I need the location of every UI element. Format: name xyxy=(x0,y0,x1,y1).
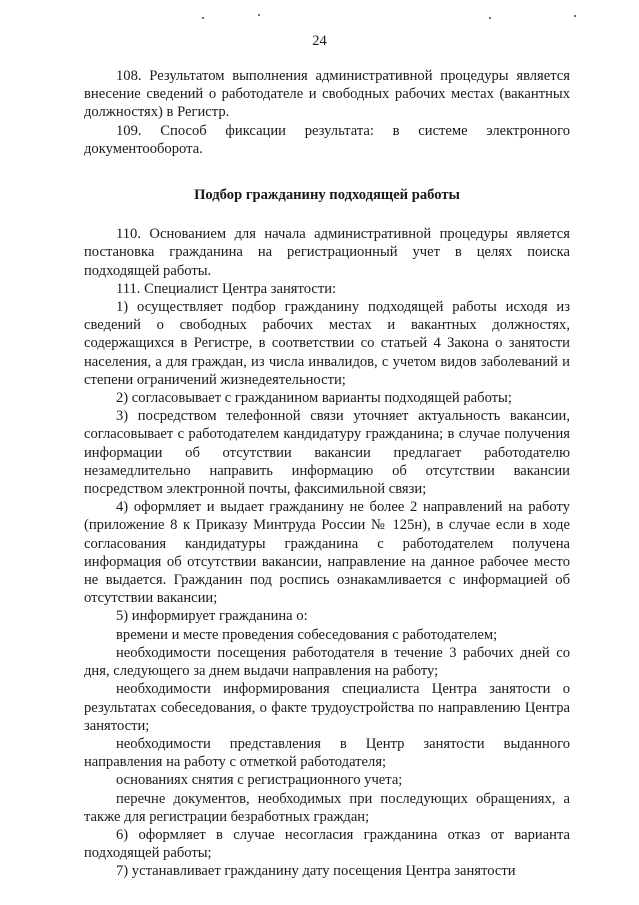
paragraph-109: 109. Способ фиксации результата: в системе электронного документооборота. xyxy=(84,122,570,157)
info-item-documents: перечне документов, необходимых при последующих обращениях, а также для регистрации безработных граждан; xyxy=(84,790,570,825)
list-item-3: 3) посредством телефонной связи уточняет актуальность вакансии, согласовывает с работодателем кандидатуру гражданина; в случае получения информации об отсутствии вакансии предлагает работодателю незамедлительно направить информацию об отсутствии вакансии посредством электронной почты, факсимильной связи; xyxy=(84,408,570,498)
paragraph-110: 110. Основанием для начала административной процедуры является постановка гражданина на регистрационный учет в целях поиска подходящей работы. xyxy=(84,226,570,279)
info-item-return-referral: необходимости представления в Центр занятости выданного направления на работу с отметкой работодателя; xyxy=(84,735,570,771)
scan-artifact xyxy=(258,14,260,16)
list-item-5: 5) информирует гражданина о: xyxy=(116,608,308,625)
info-item-deregistration: основаниях снятия с регистрационного учета; xyxy=(116,772,403,789)
section-heading: Подбор гражданину подходящей работы xyxy=(194,187,460,204)
page-number: 24 xyxy=(312,33,327,49)
scan-artifact xyxy=(489,17,491,19)
list-item-4: 4) оформляет и выдает гражданину не более 2 направлений на работу (приложение 8 к Приказу Минтруда России № 125н), в случае если в ходе согласования кандидатуры гражданина с работодателем получена информация об отсутствии вакансии, направление на данное рабочее место не выдается. Гражданин под роспись ознакамливается с информацией об отсутствии вакансии; xyxy=(84,499,570,607)
list-item-6: 6) оформляет в случае несогласия гражданина отказ от варианта подходящей работы; xyxy=(84,826,570,862)
scan-artifact xyxy=(574,15,576,17)
document-body xyxy=(84,67,570,881)
info-item-inform-results: необходимости информирования специалиста Центра занятости о результатах собеседования, о факте трудоустройства по направлению Центра занятости; xyxy=(84,681,570,734)
list-item-1: 1) осуществляет подбор гражданину подходящей работы исходя из сведений о свободных рабочих местах и вакантных должностях, содержащихся в Регистре, в соответствии со статьей 4 Закона о занятости населения, а для граждан, из числа инвалидов, с учетом видов заболеваний и степени ограничений жизнедеятельности; xyxy=(84,299,570,388)
list-item-2: 2) согласовывает с гражданином варианты подходящей работы; xyxy=(116,390,512,407)
scan-artifact xyxy=(202,17,204,19)
info-item-interview: времени и месте проведения собеседования с работодателем; xyxy=(116,626,498,643)
paragraph-111: 111. Специалист Центра занятости: xyxy=(116,280,337,297)
list-item-7: 7) устанавливает гражданину дату посещения Центра занятости xyxy=(116,863,516,880)
info-item-visit-deadline: необходимости посещения работодателя в течение 3 рабочих дней со дня, следующего за днем выдачи направления на работу; xyxy=(84,644,570,680)
paragraph-108: 108. Результатом выполнения административной процедуры является внесение сведений о работодателе и свободных рабочих местах (вакантных должностях) в Регистр. xyxy=(84,68,570,121)
